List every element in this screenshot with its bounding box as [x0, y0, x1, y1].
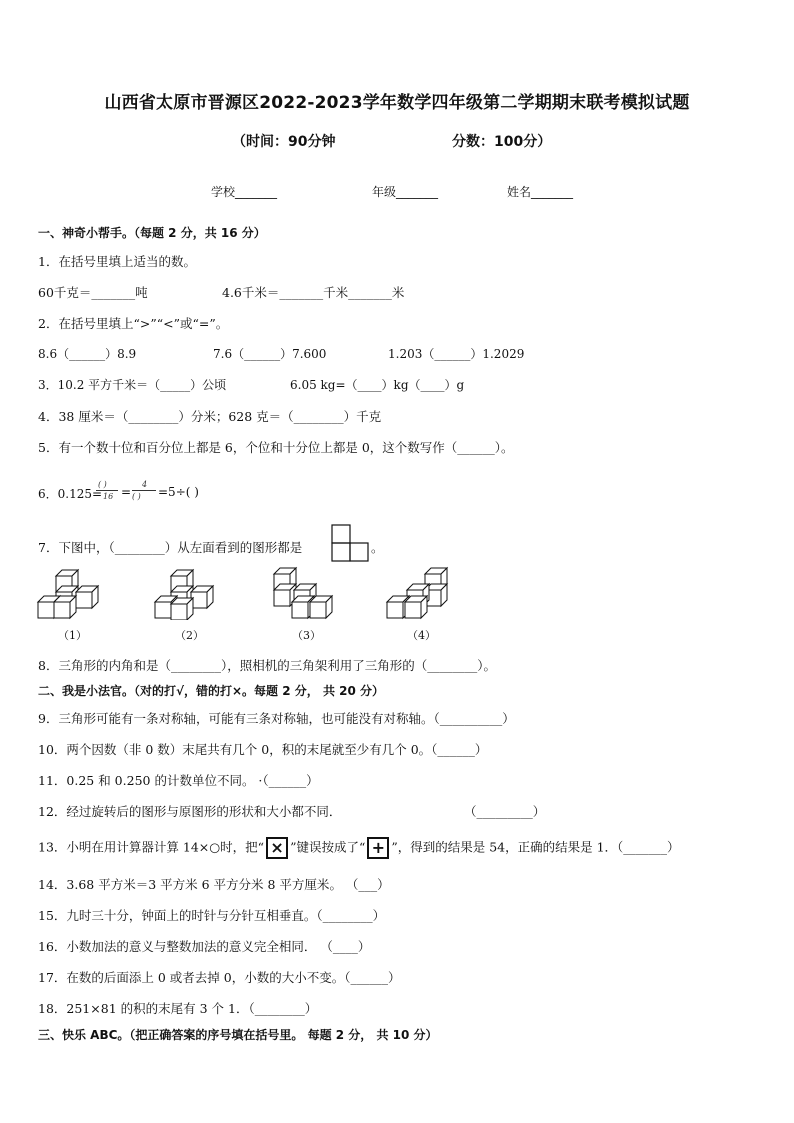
figure-label-2: （2）	[175, 629, 204, 642]
question-7: 7．下图中，（________）从左面看到的图形都是	[38, 540, 303, 555]
figure-label-3: （3）	[292, 629, 321, 642]
question-3b: 6.05 kg=（____）kg（____）g	[290, 378, 465, 392]
fraction-2-numerator: 4	[142, 480, 148, 489]
question-6-prefix: 6．0.125=	[38, 487, 103, 501]
question-13-part-a: 13．小明在用计算器计算 14×○时，把“	[38, 839, 265, 855]
figure-label-1: （1）	[58, 629, 87, 642]
cube-figure-1	[36, 568, 102, 620]
question-14: 14．3.68 平方米＝3 平方米 6 平方分米 8 平方厘米。 （___）	[38, 877, 390, 892]
section-2-heading: 二、我是小法官。（对的打√，错的打×。每题 2 分， 共 20 分）	[38, 684, 384, 698]
question-12: 12．经过旋转后的图形与原图形的形状和大小都不同．	[38, 804, 342, 819]
cube-figure-3	[272, 566, 338, 620]
question-11: 11．0.25 和 0.250 的计数单位不同。 ·（______）	[38, 773, 319, 788]
fraction-1-numerator: ( )	[98, 480, 107, 489]
question-3a: 3．10.2 平方千米＝（_____）公顷	[38, 378, 227, 392]
exam-score: 分数：100分）	[452, 134, 552, 150]
question-18: 18．251×81 的积的末尾有 3 个 1．（________）	[38, 1001, 318, 1016]
question-4: 4．38 厘米＝（________）分米；628 克＝（________）千克	[38, 409, 382, 424]
question-2c: 1.203（______）1.2029	[388, 347, 525, 361]
left-view-shape	[331, 524, 371, 562]
question-5: 5．有一个数十位和百分位上都是 6，个位和十分位上都是 0，这个数写作（______）。	[38, 440, 514, 455]
multiply-key-icon: ×	[266, 837, 288, 859]
question-6-suffix: =5÷( )	[158, 485, 199, 499]
question-1a: 60千克＝_______吨	[38, 285, 148, 300]
page-title: 山西省太原市晋源区2022-2023学年数学四年级第二学期期末联考模拟试题	[104, 93, 690, 113]
section-3-heading: 三、快乐 ABC。（把正确答案的序号填在括号里。 每题 2 分， 共 10 分）	[38, 1028, 438, 1042]
question-13	[38, 837, 680, 859]
section-1-heading: 一、神奇小帮手。（每题 2 分，共 16 分）	[38, 226, 266, 240]
plus-key-icon: +	[367, 837, 389, 859]
question-9: 9．三角形可能有一条对称轴，可能有三条对称轴，也可能没有对称轴。（__________）	[38, 711, 515, 726]
exam-time: （时间：90分钟	[232, 134, 336, 150]
cube-figure-4	[385, 566, 455, 620]
question-2: 2．在括号里填上“>”“<”或“=”。	[38, 316, 229, 331]
equals-sign: =	[121, 485, 132, 499]
figure-label-4: （4）	[407, 629, 436, 642]
school-field: 学校_______	[211, 185, 278, 199]
question-17: 17．在数的后面添上 0 或者去掉 0，小数的大小不变。（______）	[38, 970, 401, 985]
fraction-1-bar	[96, 490, 118, 491]
fraction-2-denominator: ( )	[132, 492, 141, 501]
question-1: 1．在括号里填上适当的数。	[38, 254, 196, 269]
question-12-blank: （_________）	[464, 804, 546, 819]
question-7-end: 。	[371, 540, 384, 555]
name-field: 姓名_______	[507, 185, 574, 199]
question-1b: 4.6千米＝_______千米_______米	[222, 285, 405, 300]
question-8: 8．三角形的内角和是（________），照相机的三角架利用了三角形的（________）。	[38, 658, 496, 673]
question-10: 10．两个因数（非 0 数）末尾共有几个 0，积的末尾就至少有几个 0。（______）	[38, 742, 488, 757]
question-13-part-c: ”，得到的结果是 54，正确的结果是 1．（_______）	[391, 839, 680, 855]
grade-field: 年级_______	[372, 185, 439, 199]
question-16: 16．小数加法的意义与整数加法的意义完全相同． （____）	[38, 939, 371, 954]
question-13-part-b: ”键误按成了“	[290, 839, 366, 855]
question-15: 15．九时三十分，钟面上的时针与分针互相垂直。（________）	[38, 908, 386, 923]
fraction-2-bar	[132, 490, 156, 491]
question-2a: 8.6（______）8.9	[38, 347, 137, 361]
question-2b: 7.6（______）7.600	[213, 347, 327, 361]
fraction-1-denominator: 16	[103, 492, 114, 501]
cube-figure-2	[153, 568, 219, 620]
